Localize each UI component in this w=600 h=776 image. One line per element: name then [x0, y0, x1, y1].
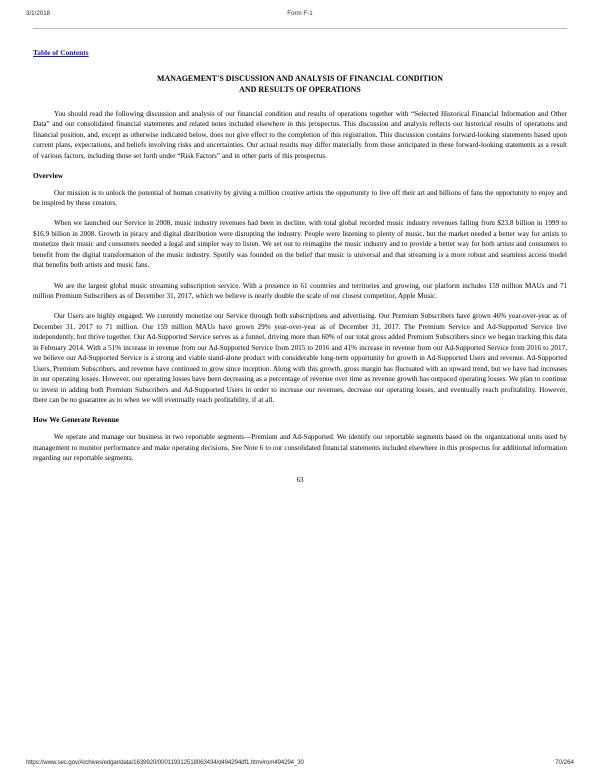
section-heading-overview: Overview — [33, 170, 64, 180]
section-heading-how-we-generate-revenue: How We Generate Revenue — [33, 415, 120, 425]
page-title-line-2: AND RESULTS OF OPERATIONS — [239, 84, 361, 94]
print-footer-page-indicator: 70/264 — [555, 759, 574, 766]
document-content — [33, 42, 567, 484]
print-header — [26, 10, 574, 24]
overview-paragraph-3: We are the largest global music streaming subscription service. With a presence in 61 countries and territories and growing, our platform includes 159 million MAUs and 71 million Premium Subscribers as of December 31, 2017, which we believe is nearly double the scale of our closest competitor, Apple Music. — [33, 281, 567, 301]
overview-paragraph-4: Our Users are highly engaged. We currently monetize our Service through both subscriptions and advertising. Our Premium Subscribers have grown 46% year-over-year as of December 31, 2017 to 71 million. Our 159 million MAUs have grown 29% year-over-year as of December 31, 2017. The Premium Service and Ad-Supported Service live independently, but thrive together. Our Ad-Supported Service serves as a funnel, driving more than 60% of our total gross added Premium Subscribers since we began tracking this data in February 2014. With a 51% increase in revenue from our Ad-Supported Service from 2015 to 2016 and 41% increase in revenue from our Ad-Supported Service from 2016 to 2017, we believe our Ad-Supported Service is a strong and viable stand-alone product with considerable long-term opportunity for growth in Ad-Supported Users and revenue. Ad-Supported Users, Premium Subscribers, and revenue have continued to grow since inception. Along with this growth, gross margin has fluctuated with an upward trend, but we have had increases in our operating losses. However, our operating losses have been decreasing as a percentage of revenue over time as revenue growth has outpaced operating losses. We plan to continue to invest in adding both Premium Subscribers and Ad-Supported Users in order to increase our revenues, decrease our operating losses, and eventually reach profitability. However, there can be no guarantee as to when we will eventually reach profitability, if at all. — [33, 312, 567, 405]
page-title — [33, 74, 567, 96]
page-title-line-1: MANAGEMENT'S DISCUSSION AND ANALYSIS OF FINANCIAL CONDITION — [156, 74, 444, 83]
document-page-number: 63 — [296, 475, 304, 484]
table-of-contents-link[interactable]: Table of Contents — [33, 48, 89, 57]
revenue-paragraph-1: We operate and manage our business in two reportable segments—Premium and Ad-Supported. We identify our reportable segments based on the organizational units used by management to monitor performance and make operating decisions. See Note 6 to our consolidated financial statements included elsewhere in this prospectus for additional information regarding our reportable segments. — [33, 433, 567, 463]
print-footer-url: https://www.sec.gov/Archives/edgar/data/1639920/000119312518063434/d494294df1.htm#rom494294_30 — [26, 759, 304, 766]
print-header-title: Form F-1 — [287, 10, 313, 17]
overview-paragraph-1: Our mission is to unlock the potential of human creativity by giving a million creative artists the opportunity to live off their art and billions of fans the opportunity to enjoy and be inspired by these creators. — [33, 188, 567, 208]
intro-paragraph: You should read the following discussion and analysis of our financial condition and results of operations together with “Selected Historical Financial Information and Other Data” and our consolidated financial statements and related notes included elsewhere in this prospectus. This discussion and analysis reflects our historical results of operations and financial position, and, except as otherwise indicated below, does not give effect to the completion of this registration. This discussion contains forward-looking statements based upon current plans, expectations, and beliefs involving risks and uncertainties. Our actual results may differ materially from those anticipated in these forward-looking statements as a result of various factors, including those set forth under “Risk Factors” and in other parts of this prospectus. — [33, 109, 567, 160]
print-footer — [26, 759, 574, 766]
print-header-date: 3/1/2018 — [26, 10, 51, 17]
overview-paragraph-2: When we launched our Service in 2008, music industry revenues had been in decline, with total global recorded music industry revenues falling from $23.8 billion in 1999 to $16.9 billion in 2008. Growth in piracy and digital distribution were disrupting the industry. People were listening to plenty of music, but the market needed a better way for artists to monetize their music and consumers needed a legal and simpler way to listen. We set out to reimagine the music industry and to provide a better way for both artists and consumers to benefit from the digital transformation of the music industry. Spotify was founded on the belief that music is universal and that streaming is a more robust and seamless access model that benefits both artists and music fans. — [33, 219, 567, 270]
header-divider — [33, 28, 567, 29]
